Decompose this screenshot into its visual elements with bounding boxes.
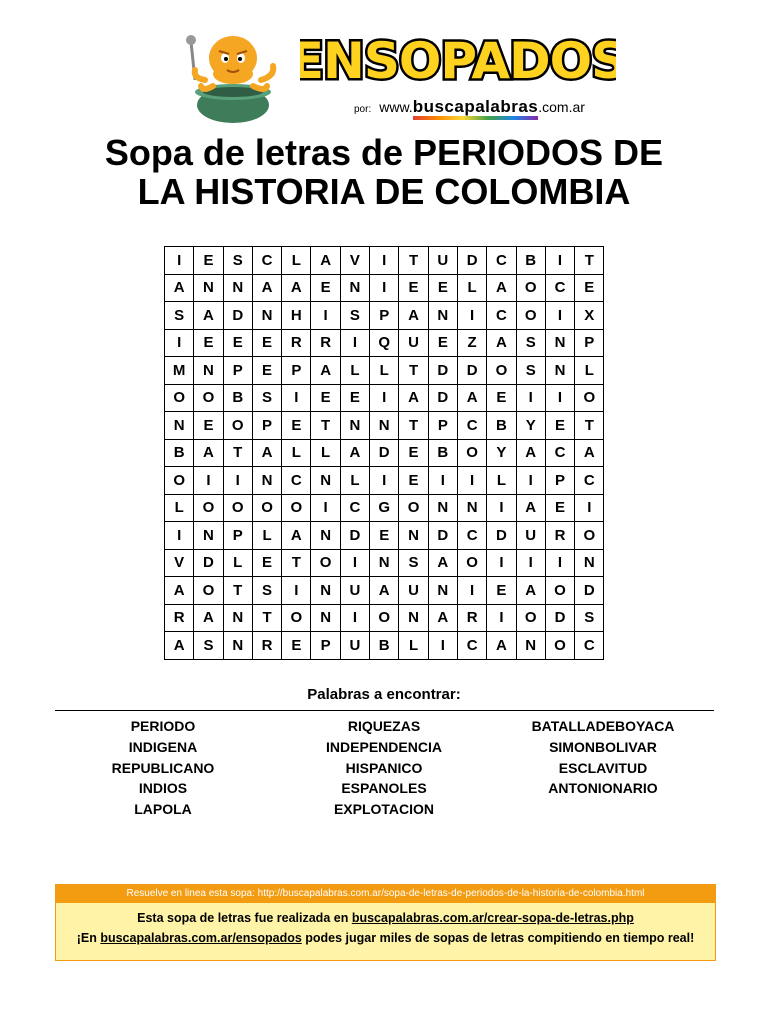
byline-tld: .com.ar	[538, 99, 585, 115]
word-list-column-2	[274, 716, 494, 820]
grid-cell[interactable]: O	[311, 549, 340, 577]
grid-cell[interactable]: O	[575, 384, 604, 412]
grid-cell[interactable]: C	[575, 467, 604, 495]
word-item: REPUBLICANO	[111, 759, 215, 776]
grid-cell[interactable]: A	[252, 439, 281, 467]
grid-cell[interactable]: I	[428, 632, 457, 660]
grid-cell[interactable]: S	[399, 549, 428, 577]
grid-cell[interactable]: C	[282, 467, 311, 495]
grid-cell[interactable]: L	[457, 274, 486, 302]
grid-cell[interactable]: E	[252, 549, 281, 577]
grid-cell[interactable]: E	[282, 412, 311, 440]
grid-row	[165, 549, 604, 577]
grid-cell[interactable]: N	[194, 522, 223, 550]
word-item: LAPOLA	[134, 801, 192, 818]
grid-cell[interactable]: I	[370, 467, 399, 495]
grid-cell[interactable]: I	[165, 329, 194, 357]
grid-cell[interactable]: R	[545, 522, 574, 550]
grid-cell[interactable]: S	[340, 302, 369, 330]
grid-cell[interactable]: X	[575, 302, 604, 330]
grid-cell[interactable]: I	[545, 302, 574, 330]
grid-cell[interactable]: I	[340, 329, 369, 357]
grid-cell[interactable]: A	[487, 329, 516, 357]
grid-cell[interactable]: C	[487, 247, 516, 275]
grid-cell[interactable]: L	[282, 439, 311, 467]
grid-cell[interactable]: U	[340, 632, 369, 660]
grid-cell[interactable]: L	[165, 494, 194, 522]
footer-line-2-suffix: podes jugar miles de sopas de letras compitiendo en tiempo real!	[301, 931, 695, 945]
grid-cell[interactable]: I	[545, 549, 574, 577]
byline	[354, 97, 585, 117]
grid-cell[interactable]: O	[516, 274, 545, 302]
grid-cell[interactable]: T	[282, 549, 311, 577]
grid-cell[interactable]: O	[223, 412, 252, 440]
grid-cell[interactable]: A	[194, 439, 223, 467]
grid-cell[interactable]: N	[399, 604, 428, 632]
grid-cell[interactable]: A	[311, 247, 340, 275]
octopus-mascot-icon	[183, 30, 283, 125]
grid-cell[interactable]: D	[457, 357, 486, 385]
grid-cell[interactable]: P	[311, 632, 340, 660]
grid-cell[interactable]: N	[223, 632, 252, 660]
grid-cell[interactable]: T	[575, 247, 604, 275]
grid-cell[interactable]: S	[516, 329, 545, 357]
grid-cell[interactable]: N	[399, 522, 428, 550]
word-item: INDIGENA	[128, 738, 198, 755]
grid-row	[165, 522, 604, 550]
grid-cell[interactable]: O	[282, 494, 311, 522]
grid-cell[interactable]: E	[428, 274, 457, 302]
grid-cell[interactable]: I	[370, 274, 399, 302]
grid-cell[interactable]: B	[487, 412, 516, 440]
grid-cell[interactable]: E	[428, 329, 457, 357]
grid-cell[interactable]: L	[282, 247, 311, 275]
grid-cell[interactable]: E	[252, 357, 281, 385]
grid-cell[interactable]: P	[223, 522, 252, 550]
grid-cell[interactable]: U	[340, 577, 369, 605]
grid-cell[interactable]: P	[223, 357, 252, 385]
grid-cell[interactable]: I	[545, 384, 574, 412]
header	[0, 0, 768, 125]
grid-cell[interactable]: N	[311, 467, 340, 495]
word-item: INDIOS	[138, 780, 188, 797]
grid-cell[interactable]: E	[545, 494, 574, 522]
grid-cell[interactable]: T	[575, 412, 604, 440]
grid-cell[interactable]: P	[545, 467, 574, 495]
grid-cell[interactable]: L	[370, 357, 399, 385]
grid-cell[interactable]: N	[370, 412, 399, 440]
grid-cell[interactable]: D	[428, 522, 457, 550]
grid-row	[165, 577, 604, 605]
grid-row	[165, 632, 604, 660]
grid-cell[interactable]: Z	[457, 329, 486, 357]
grid-cell[interactable]: N	[545, 357, 574, 385]
grid-cell[interactable]: L	[340, 467, 369, 495]
word-item: ESPANOLES	[341, 780, 427, 797]
grid-cell[interactable]: I	[165, 247, 194, 275]
grid-cell[interactable]: C	[457, 412, 486, 440]
ensopados-logo	[300, 30, 616, 90]
grid-cell[interactable]: E	[370, 522, 399, 550]
grid-cell[interactable]: D	[428, 357, 457, 385]
grid-cell[interactable]: O	[457, 439, 486, 467]
grid-cell[interactable]: D	[370, 439, 399, 467]
grid-cell[interactable]: N	[252, 302, 281, 330]
grid-cell[interactable]: L	[223, 549, 252, 577]
grid-cell[interactable]: U	[428, 247, 457, 275]
grid-cell[interactable]: A	[165, 274, 194, 302]
grid-cell[interactable]: I	[516, 384, 545, 412]
word-search-grid	[164, 246, 604, 660]
grid-cell[interactable]: C	[457, 522, 486, 550]
grid-cell[interactable]: E	[487, 384, 516, 412]
grid-cell[interactable]: L	[340, 357, 369, 385]
grid-cell[interactable]: I	[282, 577, 311, 605]
grid-cell[interactable]: I	[282, 384, 311, 412]
grid-cell[interactable]: O	[516, 302, 545, 330]
grid-cell[interactable]: S	[165, 302, 194, 330]
grid-row	[165, 439, 604, 467]
grid-cell[interactable]: N	[165, 412, 194, 440]
grid-cell[interactable]: E	[252, 329, 281, 357]
grid-cell[interactable]: E	[311, 384, 340, 412]
word-item: ESCLAVITUD	[558, 759, 648, 776]
word-item: BATALLADEBOYACA	[531, 718, 675, 734]
grid-cell[interactable]: A	[165, 577, 194, 605]
grid-cell[interactable]: I	[575, 494, 604, 522]
word-item: ANTONIONARIO	[548, 780, 658, 797]
grid-cell[interactable]: A	[457, 384, 486, 412]
grid-cell[interactable]: I	[457, 467, 486, 495]
grid-cell[interactable]: C	[545, 439, 574, 467]
grid-cell[interactable]: A	[399, 384, 428, 412]
grid-cell[interactable]: O	[399, 494, 428, 522]
grid-cell[interactable]: I	[370, 384, 399, 412]
grid-cell[interactable]: P	[575, 329, 604, 357]
grid-cell[interactable]: O	[516, 604, 545, 632]
grid-cell[interactable]: N	[223, 274, 252, 302]
grid-cell[interactable]: A	[516, 577, 545, 605]
grid-row	[165, 494, 604, 522]
title-line-1: Sopa de letras de PERIODOS DE	[104, 132, 664, 173]
grid-cell[interactable]: D	[487, 522, 516, 550]
word-list-column-3	[493, 716, 713, 799]
grid-cell[interactable]: O	[545, 577, 574, 605]
grid-cell[interactable]: E	[399, 439, 428, 467]
grid-cell[interactable]: N	[311, 522, 340, 550]
grid-cell[interactable]: N	[370, 549, 399, 577]
grid-cell[interactable]: E	[223, 329, 252, 357]
grid-cell[interactable]: D	[194, 549, 223, 577]
grid-cell[interactable]: R	[165, 604, 194, 632]
grid-cell[interactable]: N	[428, 302, 457, 330]
grid-cell[interactable]: A	[428, 549, 457, 577]
grid-cell[interactable]: R	[457, 604, 486, 632]
grid-cell[interactable]: L	[399, 632, 428, 660]
grid-row	[165, 357, 604, 385]
grid-cell[interactable]: O	[575, 522, 604, 550]
grid-row	[165, 329, 604, 357]
grid-cell[interactable]: D	[545, 604, 574, 632]
grid-cell[interactable]: C	[252, 247, 281, 275]
grid-cell[interactable]: I	[223, 467, 252, 495]
word-item: SIMONBOLIVAR	[549, 738, 657, 755]
grid-cell[interactable]: I	[516, 467, 545, 495]
grid-cell[interactable]: I	[340, 549, 369, 577]
grid-cell[interactable]: V	[165, 549, 194, 577]
grid-cell[interactable]: O	[487, 357, 516, 385]
grid-cell[interactable]: D	[340, 522, 369, 550]
grid-cell[interactable]: C	[457, 632, 486, 660]
grid-cell[interactable]: O	[165, 467, 194, 495]
grid-cell[interactable]: G	[370, 494, 399, 522]
grid-cell[interactable]: O	[370, 604, 399, 632]
grid-cell[interactable]: N	[223, 604, 252, 632]
grid-cell[interactable]: A	[340, 439, 369, 467]
grid-cell[interactable]: E	[399, 467, 428, 495]
grid-row	[165, 302, 604, 330]
footer-line-1-text: Esta sopa de letras fue realizada en	[137, 911, 352, 925]
grid-cell[interactable]: I	[487, 494, 516, 522]
grid-cell[interactable]: E	[282, 632, 311, 660]
title-line-2: LA HISTORIA DE COLOMBIA	[137, 171, 631, 212]
grid-cell[interactable]: N	[428, 494, 457, 522]
word-item: RIQUEZAS	[347, 718, 421, 734]
grid-cell[interactable]: Y	[516, 412, 545, 440]
grid-cell[interactable]: Q	[370, 329, 399, 357]
word-item: HISPANICO	[345, 759, 423, 776]
grid-cell[interactable]: U	[399, 577, 428, 605]
grid-cell[interactable]: H	[282, 302, 311, 330]
grid-cell[interactable]: T	[399, 247, 428, 275]
byline-www: www.	[379, 99, 413, 115]
grid-cell[interactable]: E	[545, 412, 574, 440]
grid-cell[interactable]: O	[194, 577, 223, 605]
grid-cell[interactable]: O	[194, 494, 223, 522]
grid-cell[interactable]: I	[311, 302, 340, 330]
grid-cell[interactable]: C	[487, 302, 516, 330]
byline-prefix: por:	[354, 104, 372, 115]
grid-cell[interactable]: B	[428, 439, 457, 467]
grid-cell[interactable]: V	[340, 247, 369, 275]
grid-cell[interactable]: E	[487, 577, 516, 605]
grid-cell[interactable]: I	[340, 604, 369, 632]
grid-cell[interactable]: D	[575, 577, 604, 605]
grid-cell[interactable]: C	[340, 494, 369, 522]
grid-cell[interactable]: N	[340, 274, 369, 302]
byline-site[interactable]: buscapalabras	[413, 97, 539, 120]
grid-cell[interactable]: L	[487, 467, 516, 495]
grid-cell[interactable]: I	[457, 577, 486, 605]
grid-cell[interactable]: N	[457, 494, 486, 522]
create-puzzle-link[interactable]: buscapalabras.com.ar/crear-sopa-de-letras.php	[351, 911, 634, 925]
grid-row	[165, 274, 604, 302]
grid-cell[interactable]: R	[311, 329, 340, 357]
grid-cell[interactable]: A	[575, 439, 604, 467]
grid-cell[interactable]: I	[487, 604, 516, 632]
grid-cell[interactable]: N	[428, 577, 457, 605]
divider	[55, 710, 714, 711]
grid-cell[interactable]: P	[428, 412, 457, 440]
grid-cell[interactable]: C	[575, 632, 604, 660]
grid-cell[interactable]: R	[252, 632, 281, 660]
footer-line-1	[56, 911, 715, 925]
grid-cell[interactable]: P	[252, 412, 281, 440]
grid-cell[interactable]: B	[516, 247, 545, 275]
page-title	[40, 133, 728, 211]
grid-cell[interactable]: S	[516, 357, 545, 385]
grid-cell[interactable]: N	[311, 604, 340, 632]
grid-cell[interactable]: A	[252, 274, 281, 302]
grid-cell[interactable]: O	[223, 494, 252, 522]
grid-cell[interactable]: U	[399, 329, 428, 357]
word-item: PERIODO	[130, 718, 196, 734]
grid-cell[interactable]: I	[457, 302, 486, 330]
grid-cell[interactable]: E	[194, 247, 223, 275]
grid-cell[interactable]: T	[399, 412, 428, 440]
grid-cell[interactable]: O	[545, 632, 574, 660]
grid-cell[interactable]: A	[194, 604, 223, 632]
grid-cell[interactable]: A	[399, 302, 428, 330]
grid-cell[interactable]: N	[516, 632, 545, 660]
grid-cell[interactable]: N	[252, 467, 281, 495]
footer-box	[55, 884, 716, 961]
grid-cell[interactable]: A	[282, 522, 311, 550]
grid-cell[interactable]: I	[165, 522, 194, 550]
grid-cell[interactable]: T	[399, 357, 428, 385]
grid-cell[interactable]: T	[223, 439, 252, 467]
grid-cell[interactable]: I	[428, 467, 457, 495]
grid-cell[interactable]: A	[487, 274, 516, 302]
grid-cell[interactable]: S	[252, 577, 281, 605]
grid-cell[interactable]: B	[370, 632, 399, 660]
grid-cell[interactable]: B	[223, 384, 252, 412]
grid-cell[interactable]: A	[370, 577, 399, 605]
logo-text: ENSOPADOS	[300, 32, 616, 90]
grid-cell[interactable]: I	[370, 247, 399, 275]
grid-cell[interactable]: E	[194, 412, 223, 440]
grid-cell[interactable]: O	[252, 494, 281, 522]
grid-cell[interactable]: D	[457, 247, 486, 275]
grid-cell[interactable]: U	[516, 522, 545, 550]
grid-cell[interactable]: T	[252, 604, 281, 632]
grid-cell[interactable]: E	[194, 329, 223, 357]
grid-cell[interactable]: C	[545, 274, 574, 302]
grid-cell[interactable]: E	[399, 274, 428, 302]
grid-cell[interactable]: E	[575, 274, 604, 302]
grid-row	[165, 412, 604, 440]
grid-cell[interactable]: P	[370, 302, 399, 330]
grid-cell[interactable]: L	[575, 357, 604, 385]
grid-cell[interactable]: I	[311, 494, 340, 522]
word-item: INDEPENDENCIA	[326, 738, 442, 755]
online-link[interactable]: Resuelve en linea esta sopa: http://buscapalabras.com.ar/sopa-de-letras-de-periodos-de-la-historia-de-colombia.html	[56, 885, 715, 903]
grid-cell[interactable]: P	[282, 357, 311, 385]
grid-cell[interactable]: N	[194, 274, 223, 302]
grid-cell[interactable]: O	[194, 384, 223, 412]
grid-cell[interactable]: A	[516, 439, 545, 467]
grid-cell[interactable]: A	[165, 632, 194, 660]
footer-line-2	[56, 931, 715, 945]
grid-cell[interactable]: S	[252, 384, 281, 412]
grid-row	[165, 604, 604, 632]
grid-cell[interactable]: M	[165, 357, 194, 385]
grid-cell[interactable]: N	[575, 549, 604, 577]
grid-cell[interactable]: L	[252, 522, 281, 550]
grid-cell[interactable]: A	[311, 357, 340, 385]
word-list-column-1	[53, 716, 273, 820]
grid-cell[interactable]: N	[545, 329, 574, 357]
grid-cell[interactable]: S	[575, 604, 604, 632]
grid-row	[165, 247, 604, 275]
footer-line-2-prefix: ¡En	[76, 931, 101, 945]
grid-cell[interactable]: T	[223, 577, 252, 605]
grid-cell[interactable]: B	[165, 439, 194, 467]
grid-cell[interactable]: T	[311, 412, 340, 440]
grid-row	[165, 467, 604, 495]
grid-cell[interactable]: D	[223, 302, 252, 330]
grid-cell[interactable]: A	[428, 604, 457, 632]
words-heading: Palabras a encontrar:	[307, 686, 461, 703]
grid-cell[interactable]: O	[282, 604, 311, 632]
grid-cell[interactable]: Y	[487, 439, 516, 467]
grid-cell[interactable]: N	[311, 577, 340, 605]
grid-cell[interactable]: E	[311, 274, 340, 302]
grid-cell[interactable]: R	[282, 329, 311, 357]
grid-cell[interactable]: N	[340, 412, 369, 440]
grid-cell[interactable]: A	[487, 632, 516, 660]
grid-cell[interactable]: A	[516, 494, 545, 522]
grid-cell[interactable]: I	[545, 247, 574, 275]
grid-cell[interactable]: O	[165, 384, 194, 412]
grid-cell[interactable]: I	[487, 549, 516, 577]
ensopados-link[interactable]: buscapalabras.com.ar/ensopados	[100, 931, 302, 945]
grid-cell[interactable]: I	[194, 467, 223, 495]
grid-cell[interactable]: S	[223, 247, 252, 275]
grid-cell[interactable]: D	[428, 384, 457, 412]
grid-row	[165, 384, 604, 412]
grid-cell[interactable]: S	[194, 632, 223, 660]
grid-cell[interactable]: L	[311, 439, 340, 467]
grid-cell[interactable]: A	[282, 274, 311, 302]
grid-cell[interactable]: O	[457, 549, 486, 577]
grid-cell[interactable]: E	[340, 384, 369, 412]
grid-cell[interactable]: N	[194, 357, 223, 385]
word-item: EXPLOTACION	[333, 801, 435, 818]
grid-cell[interactable]: I	[516, 549, 545, 577]
grid-cell[interactable]: A	[194, 302, 223, 330]
